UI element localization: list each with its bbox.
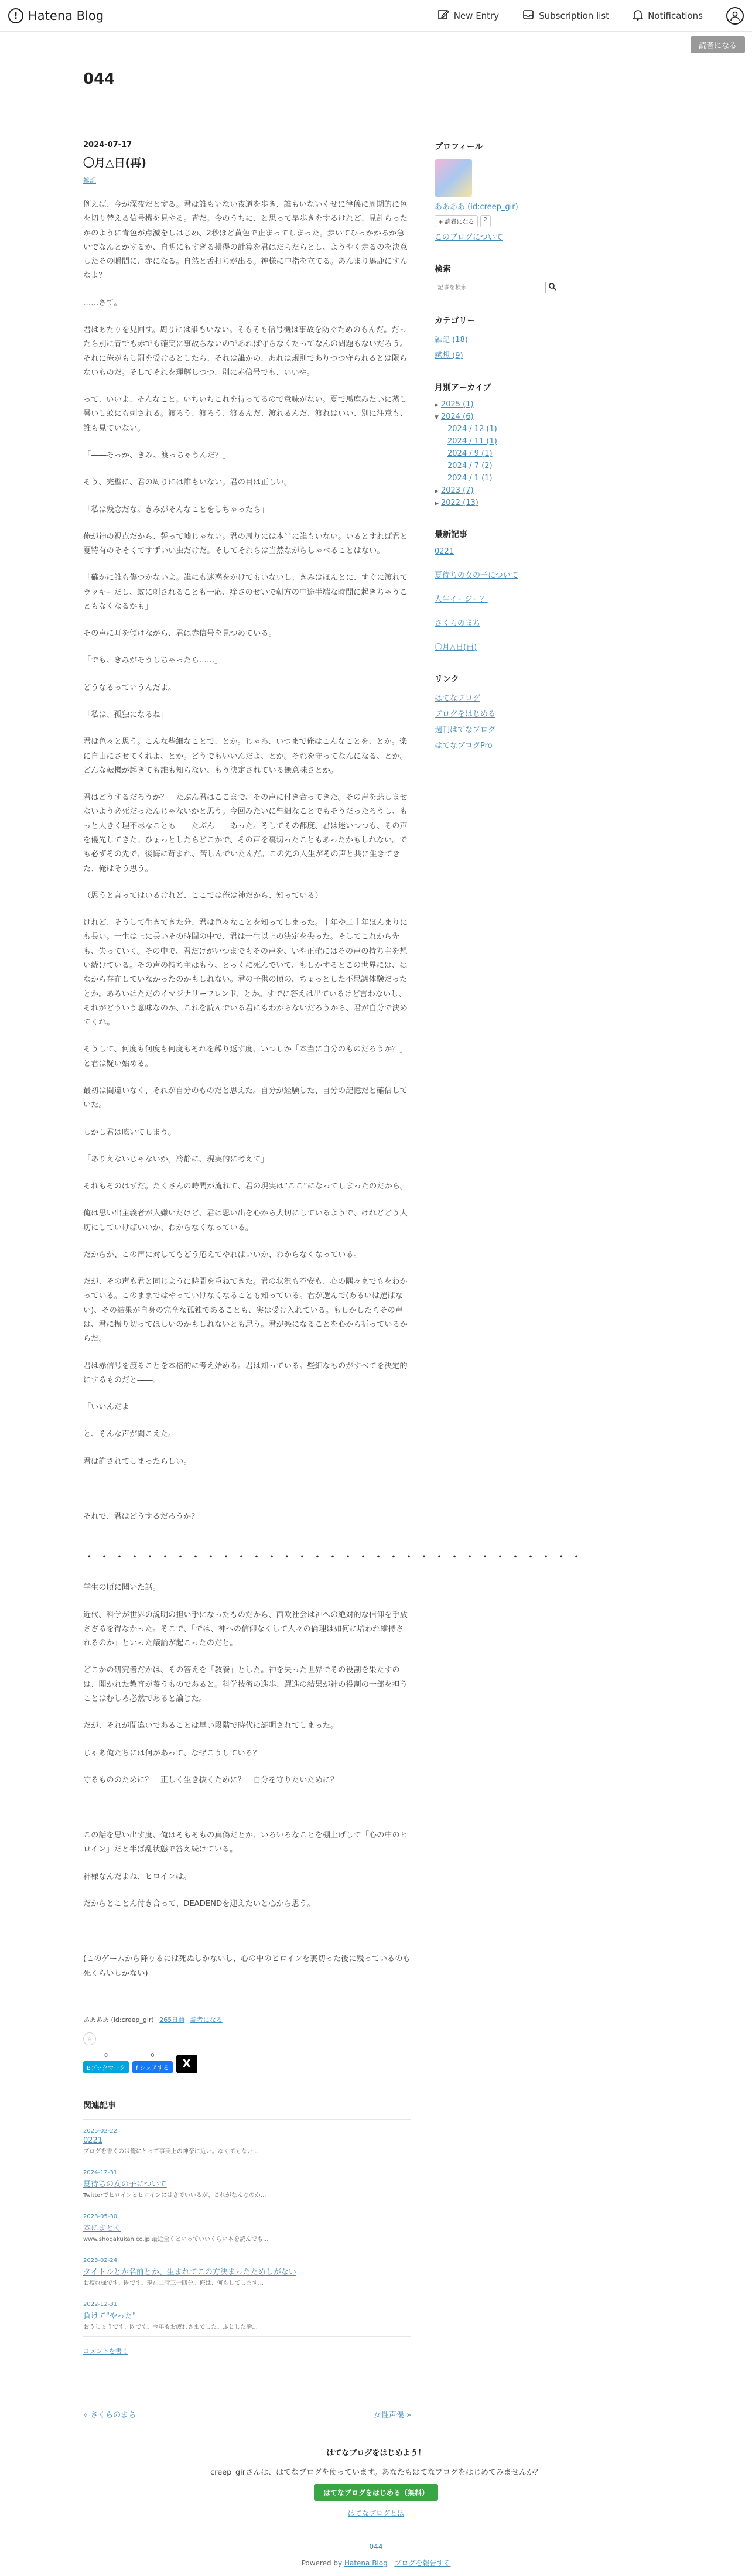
hatena-blog-link[interactable]: Hatena Blog [344,2558,388,2567]
content [83,141,669,2441]
entry-paragraph: どこかの研究者だかは、その答えを「教養」とした。神を失った世界でその役割を果たすのは、開かれた教育が養うものであると。科学技術の進歩、躍進の結果が神の役割の一部を担うことはむしろ必然であると論じた。 [83,1666,408,1703]
new-entry-label: New Entry [453,10,500,21]
entry-permalink-days[interactable]: 265日前 [159,2015,185,2024]
new-entry-button[interactable] [437,9,499,23]
recent-link[interactable]: 夏待ちの女の子について [435,571,518,580]
related-item [83,2293,411,2336]
bookmark-count: 0 [104,2052,108,2059]
entry-footnote: (このゲームから降りるには死ぬしかないし、心の中のヒロインを裏切った後に残っているのも死くらいしかない) [83,1955,411,1978]
category-list [435,333,669,360]
category-item [435,349,669,360]
archive-list [435,400,669,507]
archive-item [435,462,669,470]
entry-paragraph: しかし君は呟いてしまう。 [83,1128,176,1137]
entry-paragraph: だが、それが間違いであることは早い段階で時代に証明されてしまった。 [83,1721,339,1731]
what-is-hatena-link[interactable]: はてなブログとは [347,2509,405,2517]
subscription-list-button[interactable] [522,9,609,23]
link-item [435,708,669,719]
recent-link[interactable]: 人生イージー？ [435,595,488,604]
add-star-icon[interactable]: ☆ [83,2032,96,2045]
entry-paragraph: この話を思い出す度、俺はそもそもの真偽だとか、いろいろなことを棚上げして「心の中のヒロイン」だと半ば乱状態で答え続けている。 [83,1831,408,1854]
related-title-link[interactable]: 夏待ちの女の子について [83,2179,167,2189]
archive-item [435,486,669,495]
related-summary: お疲れ様です。既です。現在二時三十四分。俺は、何もしてします... [83,2280,264,2287]
logo-text: Hatena Blog [28,8,104,23]
pager-prev-link[interactable]: « さくらのまち [83,2410,136,2420]
search-heading: 検索 [435,265,451,274]
entry-paragraph: 「ありえないじゃないか。冷静に、現実的に考えて」 [83,1154,269,1164]
recent-list [435,547,669,652]
archive-item [435,498,669,507]
entry-paragraph: けれど、そうして生きてきた分、君は色々なことを知ってしまった。十年や二十年ほんまりにも長い。一生は上に長いその時間の中で、君は一生以上の決定を失った。そしてこれから先も、失っていく。その中で、君だけがいつまでもその声を、いや正確にはその声の持ち主を想い続けている。その声の持ち主はもう、とっくに死んでいて、もしかするとこの世界には、はなから存在していなかったのかもしれない。君の子供の頃の、ちょっとした不思議体験だったとか。あるいはただのイマジナリーフレンド、とか。すでに答えは出ているけど言わないし、それがどういう意味なのか、これを読んでいる君にもわからないだろうから、君が自分で決めてくれ。 [83,918,408,1027]
sidebar-link[interactable]: はてなブログPro [435,742,493,750]
entry-paragraph: 最初は間違いなく、それが自分のものだと思えた。自分が経験した、自分の記憶だと確信していた。 [83,1086,408,1110]
subscribe-link[interactable]: 読者になる [190,2015,223,2024]
profile-heading: プロフィール [435,142,483,152]
archive-link[interactable]: 2022 (13) [440,498,478,507]
footer-blog-name[interactable]: 044 [369,2542,383,2551]
related-summary: おうしょうです。既です。今年もお疲れさまでした。ふとした瞬... [83,2324,258,2331]
recent-heading: 最新記事 [435,530,467,539]
recent-item [435,641,669,652]
archive-link[interactable]: 2025 (1) [440,400,474,409]
spacer [83,1482,411,1510]
profile-name-link[interactable]: ああああ (id:creep_gir) [435,203,518,211]
link-item [435,723,669,734]
entry-paragraph: 「いいんだよ」 [83,1403,138,1412]
entry-paragraph: どうなるっていうんだよ。 [83,683,176,692]
entry-paragraph: 「――そっか、きみ、渡っちゃうんだ？」 [83,450,231,460]
category-link[interactable]: 感想 (9) [435,351,463,360]
link-item [435,692,669,703]
reader-button[interactable]: + 読者になる [435,215,478,227]
sidebar-link[interactable]: はてなブログ [435,694,481,703]
entry-paragraph: 俺は思い出主義者が大嫌いだけど、君は思い出を心から大切にしているようで、けれどどう大切にしていけばいいか、わからなくなっている。 [83,1209,408,1232]
recent-module [435,528,669,652]
entry-date[interactable]: 2024-07-17 [83,141,132,149]
notifications-button[interactable] [633,9,703,23]
entry-paragraph: じゃあ俺たちには何があって、なぜこうしている？ [83,1748,261,1758]
share-buttons [83,2052,411,2073]
entry-paragraph: ……さて。 [83,298,122,308]
related-date: 2023-02-24 [83,2257,118,2264]
entry-paragraph: それもそのはずだ。たくさんの時間が流れて、君の現実は“ここ”になってしまったのだから。 [83,1182,408,1191]
powered-by [0,2558,752,2576]
bell-icon [633,9,643,23]
archive-link[interactable]: 2023 (7) [440,486,474,495]
profile-avatar[interactable] [435,159,472,197]
links-heading: リンク [435,675,459,684]
inbox-icon [522,9,534,23]
entry-paragraph: 君は赤信号を渡ることを本格的に考え始める。君は知っている。些細なものがすべてを決定的にするものだと――。 [83,1361,408,1385]
sidebar-link[interactable]: 週刊はてなブログ [435,726,496,734]
entry-body-part3 [83,1829,411,1911]
entry-paragraph: 「私は、孤独になるね」 [83,710,169,720]
byline [83,2015,411,2024]
global-header [0,0,752,50]
entry-paragraph: そう、完璧に、君の周りには誰もいない。君の目は正しい。 [83,478,292,487]
entry-paragraph: だからか、この声に対してもどう応えてやればいいか、わからなくなっている。 [83,1250,361,1259]
entry-paragraph: 君はどうするだろうか？ たぶん君はここまで、その声に付き合ってきた。その声を悲しませないよう必死だったんじゃないかと思う。今回みたいに些細なことでもそうだったろうし、もっと大きく理不尽なことも――たぶん――あった。そしてその都度、君は迷いつつも、その声を優先してきた。ひょっとしたらどこかで、その声を裏切ったこともあったかもしれない。でも必ずその先で、後悔に苛まれ、苦しんでいたんだ。この先の人生がその声と共に生きてきた、俺はそう思う。 [83,793,408,873]
reader-row [435,215,669,227]
footer-separator: | [389,2558,392,2567]
recent-link[interactable]: 〇月△日(再) [435,643,477,652]
follow-button[interactable]: 読者になる [691,36,745,53]
related-date: 2023-05-30 [83,2213,118,2220]
entry-title[interactable]: 〇月△日(再) [83,156,146,169]
entry-question: それで、君はどうするだろうか？ [83,1512,199,1521]
profile-module [435,141,669,242]
triangle-right-icon[interactable]: ▶ [435,488,439,494]
entry-footer [83,2015,411,2073]
entry-paragraph: 「私は残念だな。きみがそんなことをしちゃったら」 [83,505,269,514]
user-menu-icon[interactable] [726,7,744,25]
entry-paragraph: と、そんな声が聞こえた。 [83,1430,176,1439]
archive-module [435,381,669,507]
reader-count: 2 [480,215,491,227]
entry-paragraph: だからとことん付き合って、DEADENDを迎えたいと心から思う。 [83,1899,315,1908]
entry-body-part2 [83,1581,411,1788]
entry-paragraph: だが、その声も君と同じように時間を重ねてきた。君の状況も不安も、心の隅々までもをわかっている。このままではやっていけなくなることも知っている。君が選んで(あるいは選ばない)、その結果が自身の完全な孤独であることも、実は受け入れている。もしかしたらその声は、君に振り切ってほしいのかもしれないとも思う。君が楽になることを心から祈っているからだ。 [83,1277,408,1344]
related-list [83,2119,411,2336]
recent-item [435,547,669,556]
entry-paragraph: そうして、何度も何度も何度もそれを繰り返す度、いつしか「本当に自分のものだろうか？」と君は疑い始める。 [83,1045,408,1068]
entry-category-link[interactable]: 雑記 [83,177,96,185]
facebook-share [132,2052,173,2073]
facebook-share-button[interactable]: f シェアする [132,2061,173,2073]
related-title-link[interactable]: タイトルとか名前とか、生まれてこの方決まったためしがない [83,2267,296,2277]
archive-link[interactable]: 2024 / 1 (1) [447,474,493,483]
related-title-link[interactable]: 0221 [83,2136,103,2145]
recent-item [435,569,669,580]
category-item [435,333,669,344]
blog-title[interactable]: 044 [83,70,115,88]
write-comment-link[interactable]: コメントを書く [83,2336,411,2356]
hatena-logo-icon: ! [8,8,23,23]
hatena-blog-logo[interactable] [8,8,104,23]
divider-dots: ・・・・・・・・・・・・・・・・・・・・・・・・・・・・・・・・・ [83,1550,586,1564]
entry-body-part1 [83,198,411,1469]
link-item [435,739,669,750]
entry-paragraph: 君はあたりを見回す。周りには誰もいない。そもそも信号機は事故を防ぐためのもんだ。だったら別に青でも赤でも確実に事故らないのであれば守らなくたってなんの問題もないだろう。それに俺がもし罰を受けるとしたら、それは誰かの、あれは規則でありつつ守られるとは限らないものだ。そしてそれを理解しつつ、別に赤信号でも、いいや。 [83,325,408,377]
triangle-right-icon[interactable]: ▶ [435,501,439,507]
entry-paragraph: 神様なんだよね、ヒロインは。 [83,1872,192,1881]
sidebar [435,141,669,2441]
about-blog-link[interactable]: このブログについて [435,233,503,242]
promo-heading: はてなブログをはじめよう！ [326,2448,426,2458]
archive-item [435,437,669,446]
x-share-button[interactable]: X [176,2055,197,2073]
related-title-link[interactable]: 負けて"やった" [83,2311,136,2321]
recent-link[interactable]: 0221 [435,547,454,556]
related-title-link[interactable]: 本にまとく [83,2223,122,2233]
related-item [83,2161,411,2205]
hatena-promo [0,2441,752,2543]
related-heading: 関連記事 [83,2100,116,2110]
hatena-bookmark-share [83,2052,129,2073]
spacer [83,1801,411,1829]
archive-link[interactable]: 2024 / 11 (1) [447,437,497,446]
facebook-count: 0 [151,2052,155,2059]
pencil-icon [437,9,449,23]
category-link[interactable]: 雑記 (18) [435,336,468,344]
archive-heading: 月別アーカイブ [435,383,491,392]
related-summary: ブログを書くのは俺にとって事実上の神奈に近い。なくてもない... [83,2148,259,2155]
search-module [435,263,669,293]
links-module [435,673,669,750]
report-blog-link[interactable]: ブログを報告する [394,2558,451,2567]
search-icon[interactable] [548,282,556,293]
sidebar-link[interactable]: ブログをはじめる [435,710,496,719]
related-summary: www.shogakukan.co.jp 最近全くといっていいくらい本を読んでも... [83,2236,269,2243]
entry-paragraph: 近代、科学が世界の説明の担い手になったものだから、西欧社会は神への絶対的な信仰を手放さざるを得なかった。そこで、「では、神への信仰なくして人々の倫理は如何に培われ維持されるのか」といった議論が起こったのだと。 [83,1610,408,1648]
related-date: 2025-02-22 [83,2127,118,2134]
recent-item [435,593,669,604]
hatena-bookmark-button[interactable]: Bブックマーク [83,2061,129,2073]
author-name: ああああ (id:creep_gir) [83,2015,154,2024]
related-summary: Twitterでヒロインとヒロインにはさでいいるが、これがなんなのか... [83,2192,266,2199]
archive-item [435,425,669,433]
recent-item [435,617,669,628]
blog-title-area [83,32,669,141]
search-input[interactable] [435,282,546,293]
links-list [435,692,669,750]
entry-paragraph: 守るもののために？ 正しく生き抜くために？ 自分を守りたいために？ [83,1775,339,1785]
promo-desc: creep_girさんは、はてなブログを使っています。あなたもはてなブログをはじめてみませんか？ [210,2468,542,2477]
related-item [83,2119,411,2161]
archive-item [435,449,669,458]
start-blog-button[interactable]: はてなブログをはじめる（無料） [314,2484,438,2501]
entry-paragraph: 君は許されてしまったらしい。 [83,1457,192,1466]
subscription-list-label: Subscription list [539,10,610,21]
footer [0,2543,752,2576]
archive-link[interactable]: 2024 / 7 (2) [447,462,493,470]
entry-paragraph: 学生の頃に聞いた話。 [83,1583,160,1593]
related-item [83,2205,411,2249]
entry-paragraph: （思うと言ってはいるけれど、ここでは俺は神だから、知っている） [83,891,323,900]
entry-paragraph: 例えば、今が深夜だとする。君は誰もいない夜道を歩き、誰もいないくせに律儀に周期的に色を切り替える信号機を見やる。青だ。今のうちに、と思って早歩きをするけれど、見計らったかのように青色が点滅をしはじめ、2秒ほど黄色で止まってしまった。歩いてひっかかるか急いでなんとかするか、自明にもすぎる損得の計算を君はだらだらとし、ようやく走るのを決意したその瞬間に、赤になる。自然と舌打ちが出る。神様に中指を立てる。あんまり馬鹿にすんなよ？ [83,200,408,281]
entry-paragraph: 君は色々と思う。こんな些細なことで、とか。じゃあ、いつまで俺はこんなことを、とか。楽に自由にさせてくれよ、とか。どうでもいいんだよ、とか。それを守ってなんになる、とか。どんな転機が起きても誰も知らない、もう決定されている無意味さとか。 [83,737,408,775]
related-date: 2022-12-31 [83,2301,118,2308]
spacer [83,1924,411,1952]
archive-item [435,474,669,483]
category-heading: カテゴリー [435,316,476,326]
pager [83,2408,411,2420]
category-module [435,315,669,360]
archive-item [435,400,669,409]
related-entries [83,2099,411,2356]
archive-link[interactable]: 2024 (6) [440,412,474,421]
triangle-right-icon[interactable]: ▶ [435,402,439,408]
notifications-label: Notifications [648,10,703,21]
entry-paragraph: 「でも、きみがそうしちゃったら……」 [83,656,223,665]
related-date: 2024-12-31 [83,2169,118,2176]
archive-item [435,412,669,421]
archive-link[interactable]: 2024 / 9 (1) [447,449,493,458]
related-item [83,2249,411,2293]
entry-paragraph: その声に耳を傾けながら、君は赤信号を見つめている。 [83,629,276,638]
entry-paragraph: 「確かに誰も傷つかないよ。誰にも迷惑をかけてもいないし、きみはほんとに、すぐに渡れてラッキーだし、蚊に刺されることも一応、痒さのせいで朝方の中途半端な時間に起きちゃうこともなくなるかも」 [83,573,408,611]
powered-prefix: Powered by [301,2558,343,2567]
entry-paragraph: 俺が神の視点だから、誓って嘘じゃない。君の周りには本当に誰もいない。いるとすれば君と夏特有のそそくてすずいい虫だけだ。そしてそれらは当然ながらしゃべることはない。 [83,532,408,556]
pager-next-link[interactable]: 女性声優 » [373,2410,411,2420]
triangle-down-icon[interactable]: ▼ [435,415,439,421]
recent-link[interactable]: さくらのまち [435,619,481,628]
archive-link[interactable]: 2024 / 12 (1) [447,425,497,433]
entry-paragraph: って、いいよ、そんなこと。いちいちこれを待ってるので意味がない。夏で馬鹿みたいに蒸し暑いし蚊にも刺される。渡ろう、渡ろう、渡るんだ、渡れるんだ、渡れはいい、別に注意も、誰も見ていない。 [83,395,408,433]
